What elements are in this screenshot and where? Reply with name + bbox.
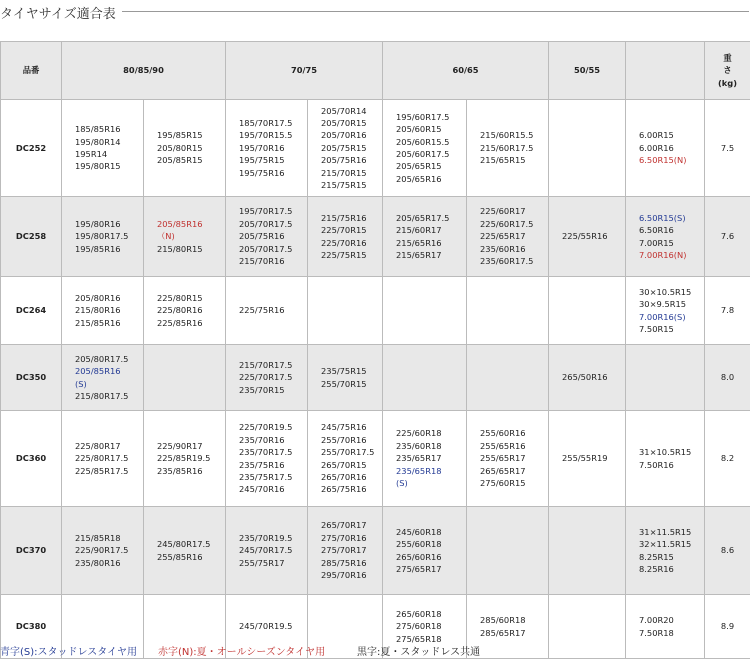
tire-size-text: 215/60R15.5	[480, 130, 534, 141]
tire-size-text: 205/85R16	[75, 366, 121, 377]
tire-size-text: 225/85R19.5	[157, 453, 211, 464]
legend-black-common: 黒字:夏・スタッドレス共通	[357, 647, 481, 658]
tire-size-text: 7.00R16(N)	[639, 249, 687, 260]
cell-model: DC264	[1, 277, 62, 345]
tire-size-text: 215/60R17	[396, 225, 442, 236]
tire-size-text: 205/60R17.5	[396, 149, 450, 159]
page-title: タイヤサイズ適合表	[0, 3, 122, 22]
cell-sizes	[62, 277, 144, 345]
tire-size-text: 215/80R15	[157, 243, 203, 254]
tire-size-text: 225/70R16	[321, 237, 367, 248]
tire-size-text: 225/60R17.5	[480, 218, 534, 229]
cell-sizes	[467, 197, 549, 277]
tire-size-text: 215/80R16	[75, 305, 121, 316]
table-row	[1, 197, 750, 277]
tire-size-text: 205/80R15	[157, 142, 203, 153]
table-row	[1, 507, 750, 595]
legend-red-summer: 赤字(N):夏・オールシーズンタイヤ用	[158, 647, 326, 658]
tire-size-text: 235/60R18	[396, 440, 442, 451]
tire-size-text: 235/75R17.5	[239, 471, 293, 482]
cell-sizes	[226, 411, 308, 507]
cell-sizes	[383, 100, 467, 197]
table-row	[1, 345, 750, 411]
tire-size-text: 30×9.5R15	[639, 299, 687, 310]
tire-size-text: 7.50R18	[639, 627, 674, 638]
tire-size-text: 225/85R17.5	[75, 465, 129, 476]
tire-size-text: 225/75R16	[239, 305, 285, 316]
tire-size-text: 285/65R17	[480, 627, 526, 638]
header-aspect-70-75: 70/75	[226, 42, 383, 100]
tire-size-text: 205/60R15.5	[396, 136, 450, 147]
cell-sizes	[467, 411, 549, 507]
tire-size-text: 215/70R17.5	[239, 359, 293, 370]
tire-size-text: 265/70R15	[321, 459, 367, 470]
cell-sizes	[144, 197, 226, 277]
tire-size-text: 205/80R16	[75, 292, 121, 303]
tire-size-text: 205/70R16	[321, 130, 367, 141]
tire-size-text: 8.25R16	[639, 563, 674, 574]
header-weight-line1: 重	[723, 52, 732, 63]
tire-size-text: 265/65R17	[480, 465, 526, 476]
tire-size-text: 255/60R16	[480, 428, 526, 439]
tire-size-text: （N)	[157, 231, 175, 242]
cell-sizes	[626, 197, 705, 277]
header-blank	[626, 42, 705, 100]
tire-size-text: 225/80R16	[157, 305, 203, 316]
tire-size-text: 7.00R16(S)	[639, 311, 686, 322]
cell-model: DC258	[1, 197, 62, 277]
tire-size-text: 245/75R16	[321, 422, 367, 433]
tire-size-text: 195/85R16	[75, 243, 121, 254]
tire-size-text: 205/75R16	[239, 231, 285, 242]
cell-weight: 8.0	[705, 345, 750, 411]
tire-size-text: 7.00R20	[639, 615, 674, 626]
table-header-row	[1, 42, 750, 100]
tire-size-text: 205/85R16	[157, 218, 203, 229]
header-aspect-50-55: 50/55	[549, 42, 626, 100]
cell-sizes	[308, 411, 383, 507]
tire-size-text: 195/80R14	[75, 136, 121, 147]
cell-sizes	[308, 507, 383, 595]
tire-size-text: 275/65R17	[396, 563, 442, 574]
cell-sizes	[467, 507, 549, 595]
table-row	[1, 277, 750, 345]
tire-size-text: 245/80R17.5	[157, 539, 211, 550]
cell-sizes	[383, 277, 467, 345]
tire-size-text: 205/70R15	[321, 117, 367, 128]
cell-sizes	[62, 197, 144, 277]
tire-size-text: 225/85R16	[157, 317, 203, 328]
tire-size-text: 215/85R18	[75, 532, 121, 543]
legend-blue-studless: 青字(S):スタッドレスタイヤ用	[0, 647, 138, 658]
tire-size-text: 225/70R17.5	[239, 372, 293, 383]
tire-size-text: 195/80R17.5	[75, 231, 129, 242]
tire-size-text: 195/70R15.5	[239, 130, 293, 141]
tire-size-text: 235/70R17.5	[239, 447, 293, 458]
cell-sizes	[549, 507, 626, 595]
tire-size-text: 275/70R17	[321, 545, 367, 556]
cell-weight: 8.2	[705, 411, 750, 507]
tire-size-text: 215/65R16	[396, 237, 442, 248]
cell-sizes	[226, 507, 308, 595]
tire-size-text: 235/70R19.5	[239, 532, 293, 543]
tire-size-text: 205/70R14	[321, 105, 367, 116]
cell-weight: 7.5	[705, 100, 750, 197]
tire-size-text: 195/70R17.5	[239, 206, 293, 217]
cell-sizes	[226, 197, 308, 277]
tire-size-text: 225/70R19.5	[239, 422, 293, 433]
cell-sizes	[549, 277, 626, 345]
tire-size-text: 205/65R17.5	[396, 212, 450, 223]
tire-size-text: 235/70R16	[239, 434, 285, 445]
cell-sizes	[62, 507, 144, 595]
cell-weight: 8.6	[705, 507, 750, 595]
tire-size-text: 225/55R16	[562, 231, 608, 242]
tire-size-text: 185/85R16	[75, 124, 121, 135]
cell-sizes	[383, 507, 467, 595]
cell-sizes	[226, 277, 308, 345]
cell-sizes	[549, 100, 626, 197]
tire-size-text: 205/70R17.5	[239, 218, 293, 229]
tire-size-text: 235/60R16	[480, 243, 526, 254]
tire-size-text: 255/85R16	[157, 551, 203, 562]
cell-sizes	[626, 345, 705, 411]
tire-size-text: 195/75R16	[239, 167, 285, 178]
tire-size-text: 235/80R16	[75, 557, 121, 568]
page-header	[0, 0, 750, 24]
tire-size-text: 215/75R15	[321, 180, 367, 191]
cell-sizes	[144, 277, 226, 345]
tire-size-text: 235/70R15	[239, 384, 285, 395]
tire-size-text: 235/75R15	[321, 366, 367, 377]
cell-sizes	[467, 277, 549, 345]
tire-size-text: 285/60R18	[480, 615, 526, 626]
header-weight	[705, 42, 750, 100]
tire-size-text: 255/70R16	[321, 434, 367, 445]
tire-size-text: 6.50R16	[639, 225, 674, 236]
cell-sizes	[383, 345, 467, 411]
tire-size-text: 225/60R17	[480, 206, 526, 217]
tire-size-table	[0, 41, 750, 659]
tire-size-text: 205/60R15	[396, 124, 442, 135]
tire-size-text: 265/75R16	[321, 484, 367, 495]
tire-size-text: 225/90R17	[157, 440, 203, 451]
cell-sizes	[308, 345, 383, 411]
cell-sizes	[144, 345, 226, 411]
tire-size-text: 295/70R16	[321, 570, 367, 581]
header-aspect-80-85-90: 80/85/90	[62, 42, 226, 100]
cell-model: DC370	[1, 507, 62, 595]
tire-size-text: 215/70R16	[239, 256, 285, 267]
cell-sizes	[383, 411, 467, 507]
table-row	[1, 100, 750, 197]
tire-size-text: 6.00R16	[639, 142, 674, 153]
cell-sizes	[308, 197, 383, 277]
cell-sizes	[626, 507, 705, 595]
tire-size-text: 255/75R17	[239, 557, 285, 568]
tire-size-text: 205/80R17.5	[75, 353, 129, 364]
header-aspect-60-65: 60/65	[383, 42, 549, 100]
tire-size-text: 275/70R16	[321, 532, 367, 543]
tire-size-text: 215/60R17.5	[480, 142, 534, 153]
tire-size-text: 195R14	[75, 149, 108, 159]
cell-weight: 7.8	[705, 277, 750, 345]
cell-sizes	[62, 345, 144, 411]
tire-size-text: 215/85R16	[75, 317, 121, 328]
tire-size-text: 7.50R15	[639, 323, 674, 334]
tire-size-text: 225/70R15	[321, 225, 367, 236]
tire-size-text: (S)	[75, 378, 87, 389]
tire-size-text: 225/90R17.5	[75, 545, 129, 556]
tire-size-text: 275/60R15	[480, 478, 526, 489]
tire-size-text: 205/65R15	[396, 161, 442, 172]
tire-size-text: 265/70R16	[321, 471, 367, 482]
tire-size-text: 245/70R19.5	[239, 621, 293, 632]
cell-sizes	[467, 100, 549, 197]
cell-model: DC360	[1, 411, 62, 507]
tire-size-text: 205/85R15	[157, 155, 203, 166]
tire-size-text: 235/85R16	[157, 465, 203, 476]
table-row	[1, 411, 750, 507]
tire-size-text: 265/60R18	[396, 608, 442, 619]
tire-size-text: 265/70R17	[321, 520, 367, 531]
tire-size-text: 225/75R15	[321, 249, 367, 260]
cell-sizes	[226, 345, 308, 411]
tire-size-text: 265/50R16	[562, 372, 608, 383]
tire-size-text: 225/60R18	[396, 428, 442, 439]
tire-size-text: 225/80R17	[75, 440, 121, 451]
header-weight-line3: (kg)	[717, 77, 738, 88]
tire-size-text: 205/70R17.5	[239, 243, 293, 254]
cell-weight: 7.6	[705, 197, 750, 277]
tire-size-text: 255/70R17.5	[321, 447, 375, 458]
cell-sizes	[144, 411, 226, 507]
cell-sizes	[308, 277, 383, 345]
cell-model: DC252	[1, 100, 62, 197]
tire-size-text: 235/65R17	[396, 453, 442, 464]
tire-size-text: 195/80R15	[75, 161, 121, 172]
cell-sizes	[226, 100, 308, 197]
cell-weight: 8.9	[705, 595, 750, 659]
header-model: 品番	[1, 42, 62, 100]
tire-size-text: 7.00R15	[639, 237, 674, 248]
tire-size-text: 30×10.5R15	[639, 286, 692, 297]
tire-size-text: 215/80R17.5	[75, 390, 129, 401]
tire-size-text: 205/75R16	[321, 155, 367, 166]
cell-sizes	[308, 100, 383, 197]
tire-size-text: 225/65R17	[480, 231, 526, 242]
color-legend	[0, 646, 750, 662]
cell-sizes	[62, 100, 144, 197]
cell-model: DC380	[1, 595, 62, 659]
table-body	[1, 100, 750, 659]
tire-size-text: 215/75R16	[321, 212, 367, 223]
tire-size-text: 7.50R16	[639, 459, 674, 470]
cell-sizes	[626, 100, 705, 197]
tire-size-text: 195/60R17.5	[396, 111, 450, 122]
tire-size-text: 195/80R16	[75, 218, 121, 229]
tire-size-text: 265/60R16	[396, 551, 442, 562]
tire-size-text: 6.50R15(N)	[639, 155, 687, 166]
tire-size-text: 245/70R17.5	[239, 545, 293, 556]
tire-size-text: 215/65R17	[396, 249, 442, 260]
tire-size-text: 245/70R16	[239, 484, 285, 495]
cell-sizes	[383, 197, 467, 277]
tire-size-text: 185/70R17.5	[239, 117, 293, 128]
tire-size-text: 6.50R15(S)	[639, 212, 686, 223]
tire-size-text: 255/65R17	[480, 453, 526, 464]
tire-size-text: 235/65R18	[396, 465, 442, 476]
tire-size-text: 255/70R15	[321, 378, 367, 389]
tire-size-text: 275/65R18	[396, 633, 442, 644]
tire-size-text: 205/75R15	[321, 142, 367, 153]
tire-size-text: 225/80R15	[157, 292, 203, 303]
tire-size-text: 31×11.5R15	[639, 526, 692, 537]
tire-size-text: 205/65R16	[396, 173, 442, 184]
cell-sizes	[467, 345, 549, 411]
tire-size-text: 215/70R15	[321, 167, 367, 178]
header-weight-line2: さ	[723, 65, 732, 76]
tire-size-text: 195/85R15	[157, 130, 203, 141]
cell-sizes	[62, 411, 144, 507]
tire-size-text: 235/60R17.5	[480, 256, 534, 267]
tire-size-text: 245/60R18	[396, 526, 442, 537]
tire-size-text: 6.00R15	[639, 130, 674, 141]
tire-size-text: 31×10.5R15	[639, 447, 692, 458]
tire-size-text: 32×11.5R15	[639, 539, 692, 550]
cell-sizes	[626, 411, 705, 507]
tire-size-text: 255/55R19	[562, 453, 608, 464]
cell-sizes	[549, 345, 626, 411]
cell-sizes	[144, 507, 226, 595]
tire-size-text: 195/75R15	[239, 155, 285, 166]
cell-sizes	[626, 277, 705, 345]
cell-model: DC350	[1, 345, 62, 411]
cell-sizes	[144, 100, 226, 197]
tire-size-text: 235/75R16	[239, 459, 285, 470]
cell-sizes	[549, 197, 626, 277]
tire-size-text: 285/75R16	[321, 557, 367, 568]
tire-size-text: 255/60R18	[396, 539, 442, 550]
cell-sizes	[549, 411, 626, 507]
tire-size-text: 195/70R16	[239, 142, 285, 153]
tire-size-text: 275/60R18	[396, 621, 442, 632]
tire-size-text: (S)	[396, 478, 408, 489]
tire-size-text: 215/65R15	[480, 155, 526, 166]
tire-size-text: 8.25R15	[639, 551, 674, 562]
tire-size-text: 255/65R16	[480, 440, 526, 451]
tire-size-text: 225/80R17.5	[75, 453, 129, 464]
